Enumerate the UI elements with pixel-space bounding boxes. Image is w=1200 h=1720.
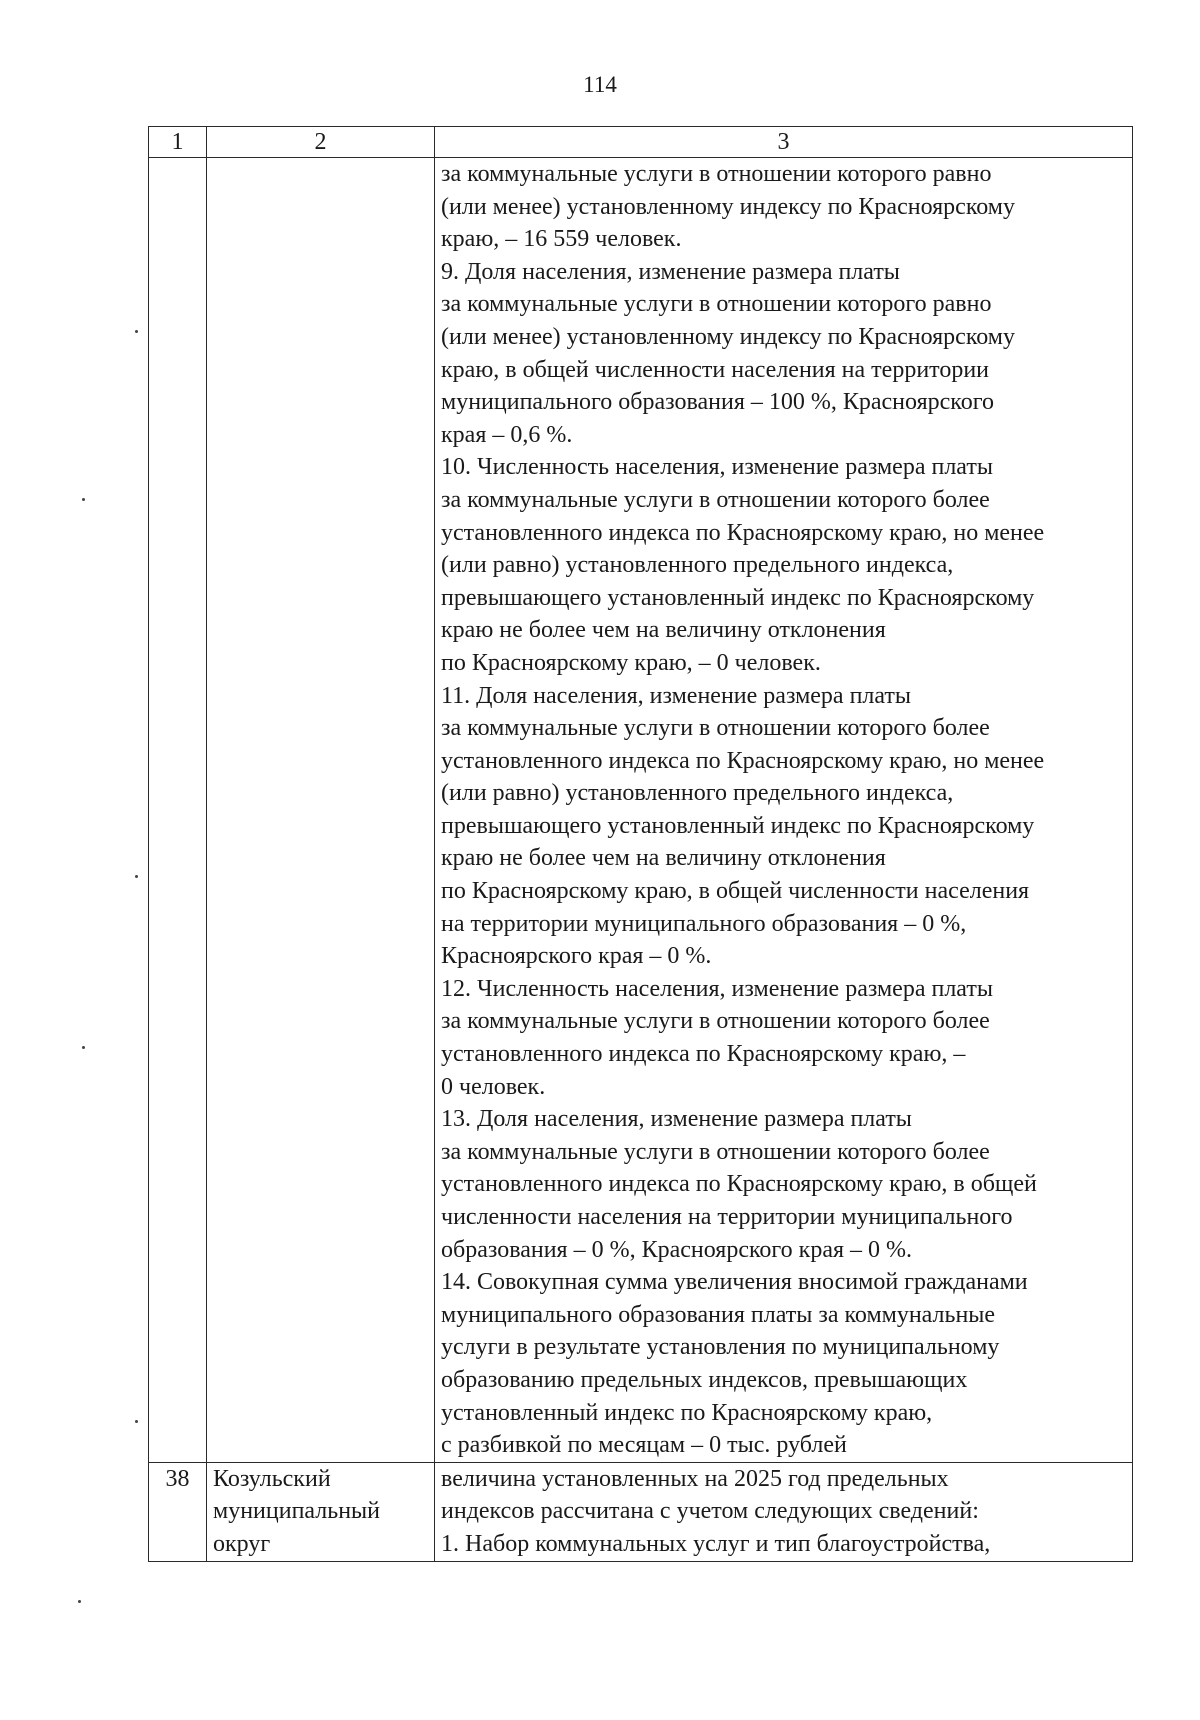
text-line: краю не более чем на величину отклонения — [441, 617, 886, 644]
text-line: за коммунальные услуги в отношении которого более — [441, 1138, 990, 1165]
text-line: за коммунальные услуги в отношении которого более — [441, 486, 990, 513]
text-line: 11. Доля населения, изменение размера платы — [441, 682, 912, 709]
text-line: по Красноярскому краю, в общей численности населения — [441, 878, 1030, 905]
text-line: 13. Доля населения, изменение размера платы — [441, 1106, 912, 1133]
scan-speck — [135, 1420, 138, 1423]
text-line: установленный индекс по Красноярскому краю, — [441, 1399, 933, 1426]
column-header-3: 3 — [435, 127, 1133, 158]
text-line: индексов рассчитана с учетом следующих сведений: — [441, 1498, 979, 1525]
text-line: 9. Доля населения, изменение размера платы — [441, 258, 900, 285]
indicators-text-cell — [435, 158, 1133, 1463]
text-line: Козульский — [213, 1465, 331, 1492]
text-line: 1. Набор коммунальных услуг и тип благоустройства, — [441, 1530, 991, 1557]
text-line: муниципальный — [213, 1498, 381, 1525]
text-line: края – 0,6 %. — [441, 421, 573, 448]
indicators-text-cell — [435, 1462, 1133, 1561]
text-line: на территории муниципального образования – 0 %, — [441, 910, 967, 937]
text-line: численности населения на территории муниципального — [441, 1204, 1013, 1230]
text-line: 0 человек. — [441, 1073, 546, 1100]
text-line: муниципального образования – 100 %, Красноярского — [441, 389, 994, 416]
text-line: 10. Численность населения, изменение размера платы — [441, 454, 993, 481]
text-line: (или менее) установленному индексу по Красноярскому — [441, 323, 1015, 350]
text-line: краю не более чем на величину отклонения — [441, 845, 886, 872]
municipality-cell — [207, 1462, 435, 1561]
table-header-row — [149, 127, 1133, 158]
scan-speck — [78, 1600, 81, 1603]
table-row-continuation — [149, 158, 1133, 1463]
text-line: за коммунальные услуги в отношении которого более — [441, 1008, 990, 1035]
text-line: Красноярского края – 0 %. — [441, 943, 712, 970]
text-line: превышающего установленный индекс по Красноярскому — [441, 812, 1035, 839]
row-number-cell — [149, 1462, 207, 1561]
column-header-2: 2 — [207, 127, 435, 158]
text-line: за коммунальные услуги в отношении которого более — [441, 715, 990, 742]
text-line: по Красноярскому краю, – 0 человек. — [441, 649, 821, 676]
text-line: 14. Совокупная сумма увеличения вносимой гражданами — [441, 1269, 1028, 1296]
text-line: с разбивкой по месяцам – 0 тыс. рублей — [441, 1432, 847, 1459]
column-header-1: 1 — [149, 127, 207, 158]
text-line: округ — [213, 1530, 271, 1557]
scan-speck — [82, 1046, 85, 1049]
text-line: установленного индекса по Красноярскому краю, в общей — [441, 1171, 1037, 1198]
text-line: краю, в общей численности населения на территории — [441, 356, 990, 383]
text-line: величина установленных на 2025 год предельных — [441, 1465, 949, 1492]
row-number: 38 — [165, 1465, 190, 1492]
text-line: (или равно) установленного предельного индекса, — [441, 780, 954, 807]
text-line: (или менее) установленному индексу по Красноярскому — [441, 193, 1015, 220]
indices-table — [148, 126, 1133, 1562]
scan-speck — [135, 330, 138, 333]
table-row-38 — [149, 1462, 1133, 1561]
text-line: муниципального образования платы за коммунальные — [441, 1301, 996, 1328]
text-line: краю, – 16 559 человек. — [441, 226, 682, 253]
text-line: за коммунальные услуги в отношении которого равно — [441, 161, 992, 187]
text-line: за коммунальные услуги в отношении которого равно — [441, 291, 992, 318]
text-line: (или равно) установленного предельного индекса, — [441, 552, 954, 579]
text-line: образования – 0 %, Красноярского края – 0 %. — [441, 1236, 913, 1263]
text-line: установленного индекса по Красноярскому краю, но менее — [441, 747, 1045, 774]
text-line: образованию предельных индексов, превышающих — [441, 1366, 968, 1393]
page-number: 114 — [583, 72, 617, 97]
text-line: услуги в результате установления по муниципальному — [441, 1334, 1000, 1361]
row-number-cell — [149, 158, 207, 1463]
text-line: установленного индекса по Красноярскому краю, – — [441, 1041, 966, 1068]
municipality-cell — [207, 158, 435, 1463]
scan-speck — [135, 875, 138, 878]
scan-speck — [82, 498, 85, 501]
text-line: установленного индекса по Красноярскому краю, но менее — [441, 519, 1045, 546]
text-line: 12. Численность населения, изменение размера платы — [441, 975, 993, 1002]
text-line: превышающего установленный индекс по Красноярскому — [441, 584, 1035, 611]
